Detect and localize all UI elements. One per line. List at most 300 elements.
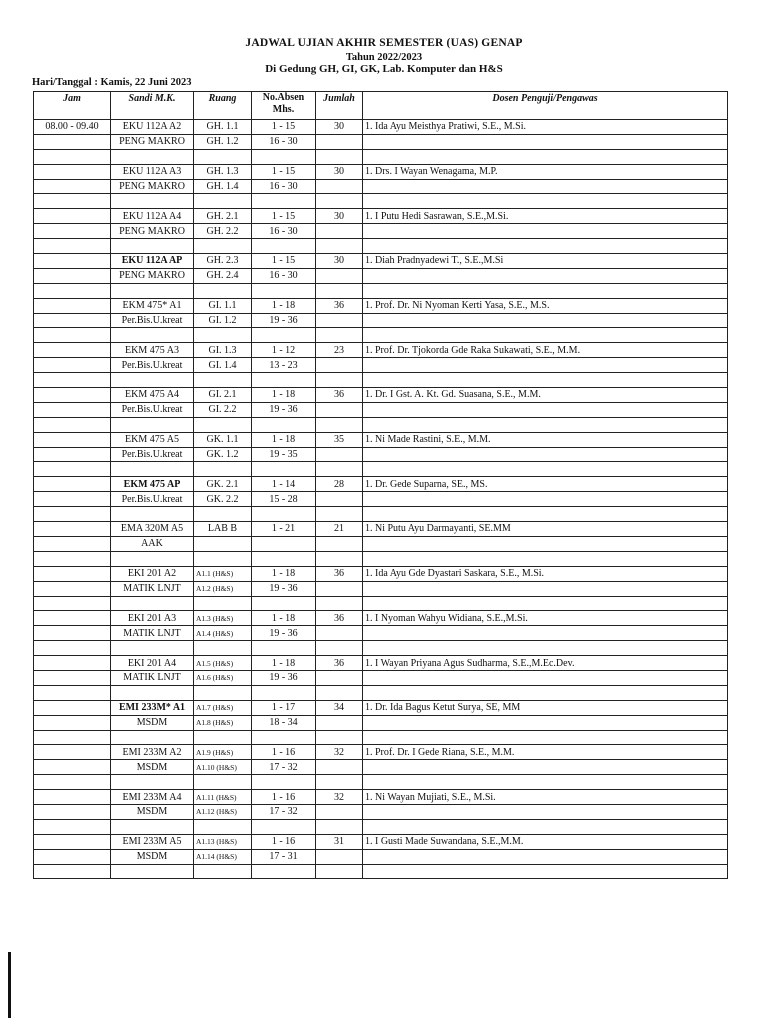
lecturer-cell: 1. Prof. Dr. Ni Nyoman Kerti Yasa, S.E., M.S. [363,298,728,313]
course-code-cell: EKI 201 A4 [111,656,194,671]
room-cell: GH. 2.4 [194,268,252,283]
room-cell: GH. 1.4 [194,179,252,194]
empty-cell [252,507,316,522]
room-cell: A1.3 (H&S) [194,611,252,626]
time-cell [34,745,111,760]
empty-cell [34,373,111,388]
table-row [34,626,728,641]
absen-range-cell: 1 - 16 [252,745,316,760]
empty-cell [316,864,363,879]
total-cell: 34 [316,700,363,715]
total-cell [316,849,363,864]
lecturer-cell [363,536,728,551]
lecturer-cell: 1. I Putu Hedi Sasrawan, S.E.,M.Si. [363,209,728,224]
time-cell [34,268,111,283]
time-cell [34,834,111,849]
exam-date: Hari/Tanggal : Kamis, 22 Juni 2023 [32,77,192,88]
empty-cell [111,462,194,477]
table-row [34,849,728,864]
table-row [34,209,728,224]
course-name-cell: Per.Bis.U.kreat [111,492,194,507]
course-name-cell: PENG MAKRO [111,268,194,283]
table-row [34,522,728,537]
empty-cell [194,641,252,656]
lecturer-cell: 1. Ida Ayu Meisthya Pratiwi, S.E., M.Si. [363,120,728,135]
lecturer-cell [363,224,728,239]
total-cell [316,224,363,239]
empty-cell [194,730,252,745]
empty-cell [252,730,316,745]
total-cell [316,134,363,149]
total-cell: 30 [316,120,363,135]
table-row [34,268,728,283]
course-code-cell: EMI 233M A2 [111,745,194,760]
empty-cell [252,417,316,432]
room-cell: GI. 2.2 [194,402,252,417]
room-cell: A1.12 (H&S) [194,804,252,819]
spacer-row [34,819,728,834]
room-cell: GK. 2.2 [194,492,252,507]
time-cell [34,224,111,239]
empty-cell [34,864,111,879]
empty-cell [111,417,194,432]
empty-cell [111,596,194,611]
table-row [34,760,728,775]
lecturer-cell: 1. Dr. Gede Suparna, SE., MS. [363,477,728,492]
course-code-cell: EKI 201 A2 [111,566,194,581]
course-code-cell: EMI 233M* A1 [111,700,194,715]
room-cell: A1.10 (H&S) [194,760,252,775]
time-cell [34,656,111,671]
room-cell: A1.8 (H&S) [194,715,252,730]
lecturer-cell: 1. I Wayan Priyana Agus Sudharma, S.E.,M.Ec.Dev. [363,656,728,671]
empty-cell [363,730,728,745]
total-cell [316,268,363,283]
table-row [34,670,728,685]
spacer-row [34,283,728,298]
table-row [34,134,728,149]
empty-cell [316,819,363,834]
column-header-dosen: Dosen Penguji/Pengawas [363,92,728,120]
empty-cell [363,373,728,388]
absen-range-cell: 1 - 15 [252,120,316,135]
time-cell [34,402,111,417]
empty-cell [363,685,728,700]
empty-cell [363,641,728,656]
lecturer-cell [363,358,728,373]
empty-cell [111,373,194,388]
empty-cell [363,417,728,432]
absen-range-cell: 18 - 34 [252,715,316,730]
empty-cell [363,596,728,611]
course-name-cell: MATIK LNJT [111,626,194,641]
exam-location: Di Gedung GH, GI, GK, Lab. Komputer dan H&S [265,63,503,75]
lecturer-cell [363,670,728,685]
table-row [34,432,728,447]
course-code-cell: EKM 475 A3 [111,343,194,358]
lecturer-cell: 1. Prof. Dr. Tjokorda Gde Raka Sukawati, S.E., M.M. [363,343,728,358]
lecturer-cell: 1. Ida Ayu Gde Dyastari Saskara, S.E., M.Si. [363,566,728,581]
course-code-cell: EKM 475 A4 [111,388,194,403]
table-row [34,656,728,671]
empty-cell [194,685,252,700]
table-row [34,536,728,551]
table-row [34,313,728,328]
time-cell [34,670,111,685]
empty-cell [34,730,111,745]
course-code-cell: EKU 112A A4 [111,209,194,224]
course-code-cell: EKU 112A A2 [111,120,194,135]
empty-cell [34,462,111,477]
room-cell: A1.9 (H&S) [194,745,252,760]
empty-cell [111,864,194,879]
total-cell: 23 [316,343,363,358]
room-cell: A1.4 (H&S) [194,626,252,641]
empty-cell [194,551,252,566]
table-row [34,745,728,760]
empty-cell [111,641,194,656]
total-cell: 36 [316,656,363,671]
table-row [34,611,728,626]
empty-cell [34,551,111,566]
room-cell: GH. 1.1 [194,120,252,135]
spacer-row [34,730,728,745]
room-cell: A1.11 (H&S) [194,790,252,805]
absen-range-cell: 1 - 18 [252,432,316,447]
empty-cell [194,775,252,790]
absen-range-cell: 1 - 15 [252,209,316,224]
empty-cell [34,283,111,298]
empty-cell [252,641,316,656]
empty-cell [316,596,363,611]
lecturer-cell [363,626,728,641]
table-row [34,700,728,715]
course-name-cell: Per.Bis.U.kreat [111,447,194,462]
room-cell: GI. 1.3 [194,343,252,358]
table-row [34,566,728,581]
total-cell [316,626,363,641]
absen-range-cell: 19 - 36 [252,670,316,685]
empty-cell [194,239,252,254]
course-name-cell: MSDM [111,715,194,730]
absen-range-cell: 1 - 12 [252,343,316,358]
lecturer-cell [363,849,728,864]
empty-cell [363,149,728,164]
empty-cell [363,283,728,298]
time-cell [34,715,111,730]
absen-range-cell: 1 - 15 [252,164,316,179]
column-header-sandi: Sandi M.K. [111,92,194,120]
course-name-cell: AAK [111,536,194,551]
empty-cell [252,194,316,209]
empty-cell [252,685,316,700]
absen-range-cell: 1 - 18 [252,656,316,671]
empty-cell [111,194,194,209]
empty-cell [316,685,363,700]
spacer-row [34,239,728,254]
table-row [34,388,728,403]
table-row [34,581,728,596]
lecturer-cell [363,760,728,775]
empty-cell [316,730,363,745]
room-cell: A1.5 (H&S) [194,656,252,671]
empty-cell [252,864,316,879]
spacer-row [34,328,728,343]
empty-cell [34,819,111,834]
course-name-cell: PENG MAKRO [111,179,194,194]
total-cell: 21 [316,522,363,537]
room-cell [194,536,252,551]
spacer-row [34,641,728,656]
scan-edge-mark [8,952,11,1018]
time-cell [34,358,111,373]
spacer-row [34,507,728,522]
table-row [34,254,728,269]
total-cell: 30 [316,254,363,269]
course-code-cell: EKM 475* A1 [111,298,194,313]
table-row [34,224,728,239]
course-name-cell: MATIK LNJT [111,670,194,685]
course-name-cell: MSDM [111,849,194,864]
total-cell: 32 [316,745,363,760]
empty-cell [316,328,363,343]
empty-cell [194,328,252,343]
room-cell: LAB B [194,522,252,537]
empty-cell [363,239,728,254]
course-code-cell: EKU 112A A3 [111,164,194,179]
room-cell: GK. 2.1 [194,477,252,492]
room-cell: A1.13 (H&S) [194,834,252,849]
absen-range-cell: 1 - 15 [252,254,316,269]
course-name-cell: Per.Bis.U.kreat [111,358,194,373]
empty-cell [316,149,363,164]
lecturer-cell: 1. Diah Pradnyadewi T., S.E.,M.Si [363,254,728,269]
empty-cell [34,775,111,790]
absen-range-cell: 1 - 18 [252,611,316,626]
lecturer-cell [363,134,728,149]
room-cell: GI. 1.2 [194,313,252,328]
empty-cell [34,685,111,700]
total-cell [316,402,363,417]
absen-range-cell [252,536,316,551]
empty-cell [194,507,252,522]
empty-cell [316,417,363,432]
course-code-cell: EKM 475 AP [111,477,194,492]
empty-cell [111,507,194,522]
table-row [34,790,728,805]
absen-range-cell: 1 - 18 [252,388,316,403]
course-name-cell: MATIK LNJT [111,581,194,596]
empty-cell [194,864,252,879]
empty-cell [252,775,316,790]
time-cell [34,179,111,194]
table-row [34,804,728,819]
total-cell: 28 [316,477,363,492]
time-cell [34,790,111,805]
empty-cell [316,462,363,477]
total-cell: 30 [316,209,363,224]
empty-cell [194,373,252,388]
course-name-cell: PENG MAKRO [111,134,194,149]
empty-cell [34,194,111,209]
room-cell: A1.7 (H&S) [194,700,252,715]
empty-cell [34,417,111,432]
time-cell [34,492,111,507]
column-header-no-absen: No.Absen Mhs. [252,92,316,120]
empty-cell [111,819,194,834]
empty-cell [316,283,363,298]
empty-cell [34,149,111,164]
empty-cell [34,507,111,522]
time-cell [34,298,111,313]
spacer-row [34,462,728,477]
empty-cell [252,551,316,566]
empty-cell [363,194,728,209]
absen-range-cell: 19 - 35 [252,447,316,462]
time-cell [34,254,111,269]
empty-cell [363,328,728,343]
spacer-row [34,194,728,209]
course-name-cell: Per.Bis.U.kreat [111,402,194,417]
room-cell: GH. 2.1 [194,209,252,224]
empty-cell [252,596,316,611]
table-row [34,447,728,462]
empty-cell [111,239,194,254]
empty-cell [252,373,316,388]
empty-cell [34,641,111,656]
time-cell [34,700,111,715]
time-cell [34,804,111,819]
spacer-row [34,551,728,566]
empty-cell [194,417,252,432]
total-cell [316,179,363,194]
lecturer-cell [363,447,728,462]
course-code-cell: EMA 320M A5 [111,522,194,537]
total-cell [316,447,363,462]
absen-range-cell: 19 - 36 [252,581,316,596]
absen-range-cell: 1 - 21 [252,522,316,537]
time-cell [34,536,111,551]
table-row [34,120,728,135]
table-row [34,834,728,849]
room-cell: GK. 1.1 [194,432,252,447]
course-name-cell: MSDM [111,804,194,819]
lecturer-cell [363,313,728,328]
empty-cell [316,239,363,254]
empty-cell [111,685,194,700]
total-cell: 31 [316,834,363,849]
table-row [34,358,728,373]
empty-cell [316,641,363,656]
course-code-cell: EKU 112A AP [111,254,194,269]
document-title: JADWAL UJIAN AKHIR SEMESTER (UAS) GENAP [245,37,523,49]
spacer-row [34,775,728,790]
total-cell [316,358,363,373]
empty-cell [111,775,194,790]
absen-range-cell: 1 - 18 [252,566,316,581]
empty-cell [316,507,363,522]
lecturer-cell [363,581,728,596]
lecturer-cell [363,715,728,730]
time-cell [34,522,111,537]
empty-cell [363,864,728,879]
total-cell [316,581,363,596]
time-cell [34,313,111,328]
absen-range-cell: 1 - 16 [252,790,316,805]
total-cell: 32 [316,790,363,805]
room-cell: GH. 1.2 [194,134,252,149]
time-cell [34,566,111,581]
total-cell: 36 [316,388,363,403]
room-cell: GH. 2.2 [194,224,252,239]
empty-cell [194,194,252,209]
table-row [34,179,728,194]
empty-cell [194,149,252,164]
empty-cell [34,328,111,343]
absen-range-cell: 19 - 36 [252,313,316,328]
absen-range-cell: 17 - 32 [252,760,316,775]
table-row [34,298,728,313]
empty-cell [194,283,252,298]
total-cell: 36 [316,298,363,313]
table-row [34,402,728,417]
total-cell [316,715,363,730]
empty-cell [194,462,252,477]
room-cell: A1.6 (H&S) [194,670,252,685]
course-name-cell: PENG MAKRO [111,224,194,239]
course-code-cell: EKM 475 A5 [111,432,194,447]
time-cell [34,611,111,626]
empty-cell [252,283,316,298]
total-cell: 35 [316,432,363,447]
room-cell: A1.14 (H&S) [194,849,252,864]
empty-cell [34,239,111,254]
room-cell: GI. 1.4 [194,358,252,373]
table-row [34,715,728,730]
room-cell: A1.2 (H&S) [194,581,252,596]
empty-cell [363,819,728,834]
absen-range-cell: 13 - 23 [252,358,316,373]
empty-cell [252,149,316,164]
empty-cell [316,551,363,566]
lecturer-cell: 1. Ni Made Rastini, S.E., M.M. [363,432,728,447]
lecturer-cell: 1. Dr. Ida Bagus Ketut Surya, SE, MM [363,700,728,715]
room-cell: GI. 2.1 [194,388,252,403]
empty-cell [34,596,111,611]
absen-range-cell: 1 - 18 [252,298,316,313]
column-header-jam: Jam [34,92,111,120]
spacer-row [34,864,728,879]
table-row [34,492,728,507]
time-cell [34,626,111,641]
exam-schedule-table [33,91,728,879]
absen-range-cell: 16 - 30 [252,134,316,149]
empty-cell [111,149,194,164]
table-header-row [34,92,728,120]
absen-range-cell: 16 - 30 [252,179,316,194]
absen-range-cell: 19 - 36 [252,626,316,641]
lecturer-cell: 1. I Nyoman Wahyu Widiana, S.E.,M.Si. [363,611,728,626]
spacer-row [34,149,728,164]
lecturer-cell [363,492,728,507]
column-header-jumlah: Jumlah [316,92,363,120]
total-cell [316,492,363,507]
lecturer-cell [363,179,728,194]
room-cell: A1.1 (H&S) [194,566,252,581]
time-cell [34,343,111,358]
lecturer-cell [363,402,728,417]
total-cell: 36 [316,611,363,626]
